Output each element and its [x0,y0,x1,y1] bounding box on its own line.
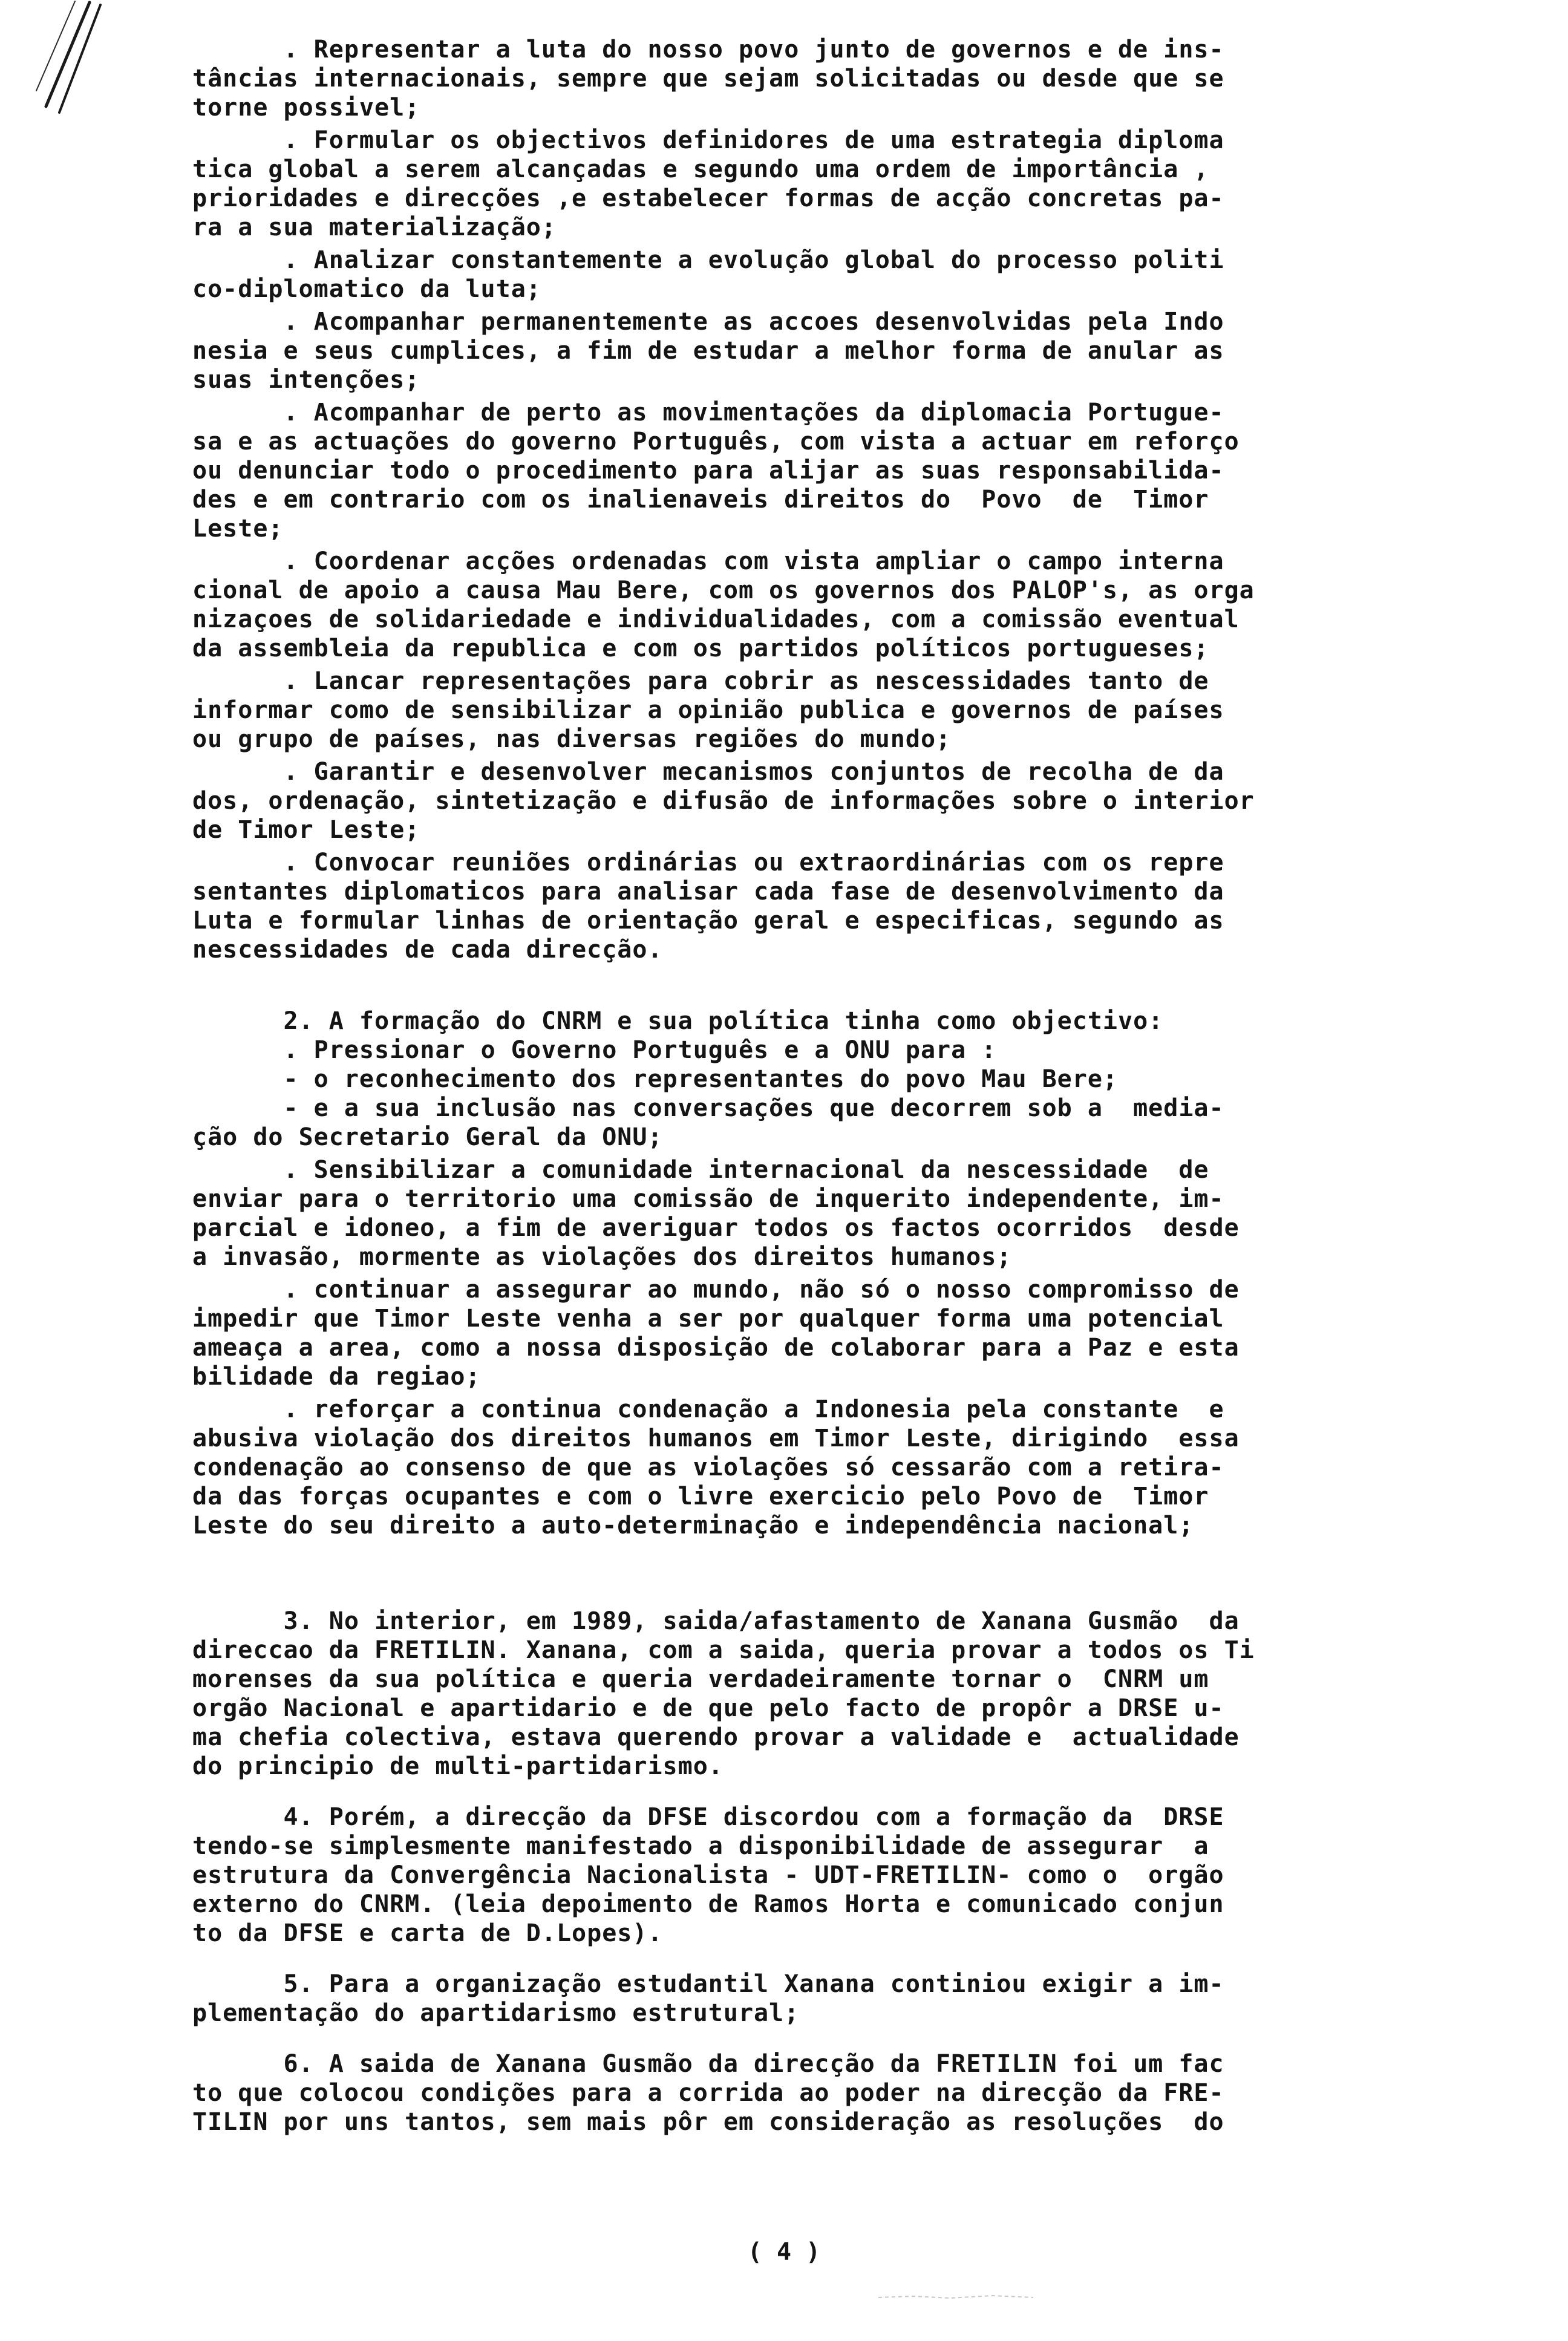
section-2-paragraph: . Sensibilizar a comunidade internacional da nescessidade de enviar para o territorio uma comissão de inquerito independente, im- parcial e idoneo, a fim de averiguar todos os factos ocorridos desde a invasão, mormente as violações dos direitos humanos; [192,1156,1240,1271]
bullet-paragraph: . Coordenar acções ordenadas com vista ampliar o campo interna cional de apoio a causa Mau Bere, com os governos dos PALOP's, as orga nizaçoes de solidariedade e individualidades, com a comissão eventual da assembleia da republica e com os partidos políticos portugueses; [192,547,1255,662]
bullet-paragraph: . Representar a luta do nosso povo junto de governos e de ins- tâncias internacionais, sempre que sejam solicitadas ou desde que se torne possivel; [192,36,1224,122]
bullet-paragraph: . Analizar constantemente a evolução global do processo politi co-diplomatico da luta; [192,246,1224,303]
bullet-paragraph: . Convocar reuniões ordinárias ou extraordinárias com os repre sentantes diplomaticos para analisar cada fase de desenvolvimento da Luta e formular linhas de orientação geral e especificas, segundo as nescessidades de cada direcção. [192,849,1224,964]
bullet-paragraph: . Acompanhar de perto as movimentações da diplomacia Portugue- sa e as actuações do governo Português, com vista a actuar em reforço ou denunciar todo o procedimento para alijar as suas responsabilida- des e em contrario com os inalienaveis direitos do Povo de Timor Leste; [192,399,1240,543]
pen-mark-scribble [12,0,103,115]
section-2-paragraph: . reforçar a continua condenação a Indonesia pela constante e abusiva violação dos direitos humanos em Timor Leste, dirigindo essa condenação ao consenso de que as violações só cessarão com a retira- da das forças ocupantes e com o livre exercicio pelo Povo de Timor Leste do seu direito a auto-determinação e independência nacional; [192,1396,1240,1539]
section-4-paragraph: 4. Porém, a direcção da DFSE discordou com a formação da DRSE tendo-se simplesmente manifestado a disponibilidade de assegurar a estrutura da Convergência Nacionalista - UDT-FRETILIN- como o orgão externo do CNRM. (leia depoimento de Ramos Horta e comunicado conjun to da DFSE e carta de D.Lopes). [192,1803,1224,1947]
section-6-paragraph: 6. A saida de Xanana Gusmão da direcção da FRETILIN foi um fac to que colocou condições para a corrida ao poder na direcção da FRE- TILIN por uns tantos, sem mais pôr em consideração as resoluções do [192,2050,1224,2136]
bullet-paragraph: . Formular os objectivos definidores de uma estrategia diploma tica global a serem alcançadas e segundo uma ordem de importância , prioridades e direcções ,e estabelecer formas de acção concretas pa- ra a sua materialização; [192,126,1224,241]
bullet-paragraph: . Acompanhar permanentemente as accoes desenvolvidas pela Indo nesia e seus cumplices, a fim de estudar a melhor forma de anular as suas intenções; [192,308,1224,394]
section-2-paragraph: . continuar a assegurar ao mundo, não só o nosso compromisso de impedir que Timor Leste venha a ser por qualquer forma uma potencial ameaça a area, como a nossa disposição de colaborar para a Paz e esta bilidade da regiao; [192,1276,1240,1391]
section-3-paragraph: 3. No interior, em 1989, saida/afastamento de Xanana Gusmão da direccao da FRETILIN. Xanana, com a saida, queria provar a todos os Ti morenses da sua política e queria verdadeiramente tornar o CNRM um orgão Nacional e apartidario e de que pelo facto de propôr a DRSE u- ma chefia colectiva, estava querendo provar a validade e actualidade do principio de multi-partidarismo. [192,1607,1255,1780]
scan-bleed-mark [877,2293,1034,2301]
document-body [192,35,1469,2140]
section-5-paragraph: 5. Para a organização estudantil Xanana continiou exigir a im- plementação do apartidarismo estrutural; [192,1970,1224,2027]
bullet-paragraph: . Garantir e desenvolver mecanismos conjuntos de recolha de da dos, ordenação, sintetização e difusão de informações sobre o interior de Timor Leste; [192,758,1255,844]
bullet-paragraph: . Lancar representações para cobrir as nescessidades tanto de informar como de sensibilizar a opinião publica e governos de países ou grupo de países, nas diversas regiões do mundo; [192,667,1224,753]
section-2-paragraph: 2. A formação do CNRM e sua política tinha como objectivo: . Pressionar o Governo Português e a ONU para : - o reconhecimento dos representantes do povo Mau Bere; - e a sua inclusão nas conversações que decorrem sob a media- ção do Secretario Geral da ONU; [192,1007,1224,1151]
page-number: ( 4 ) [747,2238,821,2266]
